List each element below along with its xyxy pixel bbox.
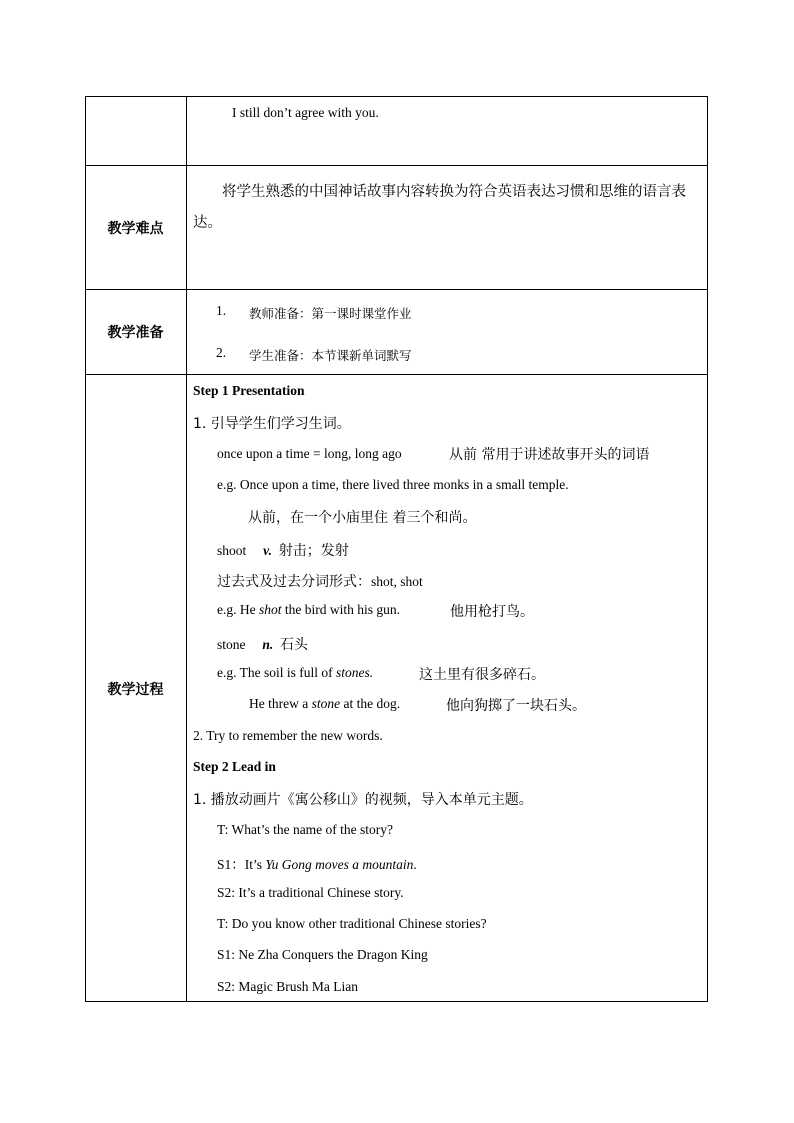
example-shoot: [217, 602, 400, 618]
difficulty-label: 教学难点: [107, 220, 164, 237]
vocab-shoot-meaning: 射击；发射: [278, 543, 349, 559]
vocab-shoot: [217, 540, 349, 560]
vocab-shoot-past-forms: [217, 571, 423, 591]
vocab-stone: [217, 634, 308, 654]
example-shoot-keyword: shot: [258, 602, 282, 617]
continued-sentence: I still don’t agree with you.: [232, 105, 379, 120]
past-forms-value: shot, shot: [371, 574, 423, 589]
dialogue-line-2-end: .: [413, 857, 417, 872]
example-once-upon-a-time: e.g. Once upon a time, there lived three monks in a small temple.: [217, 477, 569, 492]
step1-intro: 1. 引导学生们学习生词。: [193, 416, 351, 432]
past-forms-label: 过去式及过去分词形式：: [217, 574, 371, 590]
example-shoot-start: e.g. He: [217, 602, 259, 617]
dialogue-line-2-title: Yu Gong moves a mountain: [265, 857, 414, 872]
example-shoot-end: the bird with his gun.: [281, 602, 400, 617]
prep-item-1-number: 1.: [216, 303, 227, 318]
example-shoot-translation: 他用枪打鸟。: [450, 604, 534, 620]
vocab-stone-word: stone: [217, 637, 246, 652]
step1-try-remember: 2. Try to remember the new words.: [193, 728, 383, 743]
example-stone-2-keyword: stone: [311, 696, 341, 711]
preparation-label: 教学准备: [107, 325, 164, 341]
example-stone-1-start: e.g. The soil is full of: [217, 665, 336, 680]
example-stone-2-translation: 他向狗掷了一块石头。: [446, 698, 586, 714]
step2-intro: 1. 播放动画片《寓公移山》的视频，导入本单元主题。: [193, 792, 533, 808]
example-stone-2: [249, 696, 400, 712]
difficulty-text: 将学生熟悉的中国神话故事内容转换为符合英语表达习惯和思维的语言表达。: [193, 184, 686, 231]
vocab-shoot-word: shoot: [217, 543, 247, 558]
dialogue-line-3: S2: It’s a traditional Chinese story.: [217, 885, 404, 900]
example-stone-2-start: He threw a: [249, 696, 312, 711]
vocab-shoot-pos: v.: [263, 543, 273, 558]
dialogue-line-2-start: S1：It’s: [217, 857, 266, 872]
step2-title: Step 2 Lead in: [193, 759, 276, 774]
step1-title: Step 1 Presentation: [193, 383, 305, 398]
example-stone-1: [217, 665, 373, 681]
dialogue-line-5: S1: Ne Zha Conquers the Dragon King: [217, 947, 428, 962]
prep-item-2-text: 学生准备：本节课新单词默写: [249, 348, 412, 363]
lesson-plan-table: [85, 96, 708, 1002]
dialogue-line-1: T: What’s the name of the story?: [217, 822, 394, 837]
vocab-stone-meaning: 石头: [280, 637, 309, 653]
example-stone-1-keyword: stones.: [336, 665, 374, 680]
vocab-once-upon-a-time: once upon a time = long, long ago: [217, 446, 402, 461]
dialogue-line-2: [217, 853, 417, 873]
process-label: 教学过程: [107, 681, 164, 698]
prep-item-2-number: 2.: [216, 345, 227, 360]
vocab-once-upon-a-time-meaning: 从前 常用于讲述故事开头的词语: [449, 447, 650, 463]
example-stone-2-end: at the dog.: [340, 696, 401, 711]
vocab-stone-pos: n.: [262, 637, 274, 652]
example-once-upon-a-time-translation: 从前，在一个小庙里住 着三个和尚。: [248, 510, 477, 526]
prep-item-1-text: 教师准备：第一课时课堂作业: [249, 306, 412, 321]
example-stone-1-translation: 这土里有很多碎石。: [419, 667, 545, 683]
dialogue-line-4: T: Do you know other traditional Chinese stories?: [217, 916, 487, 931]
dialogue-line-6: S2: Magic Brush Ma Lian: [217, 979, 358, 994]
